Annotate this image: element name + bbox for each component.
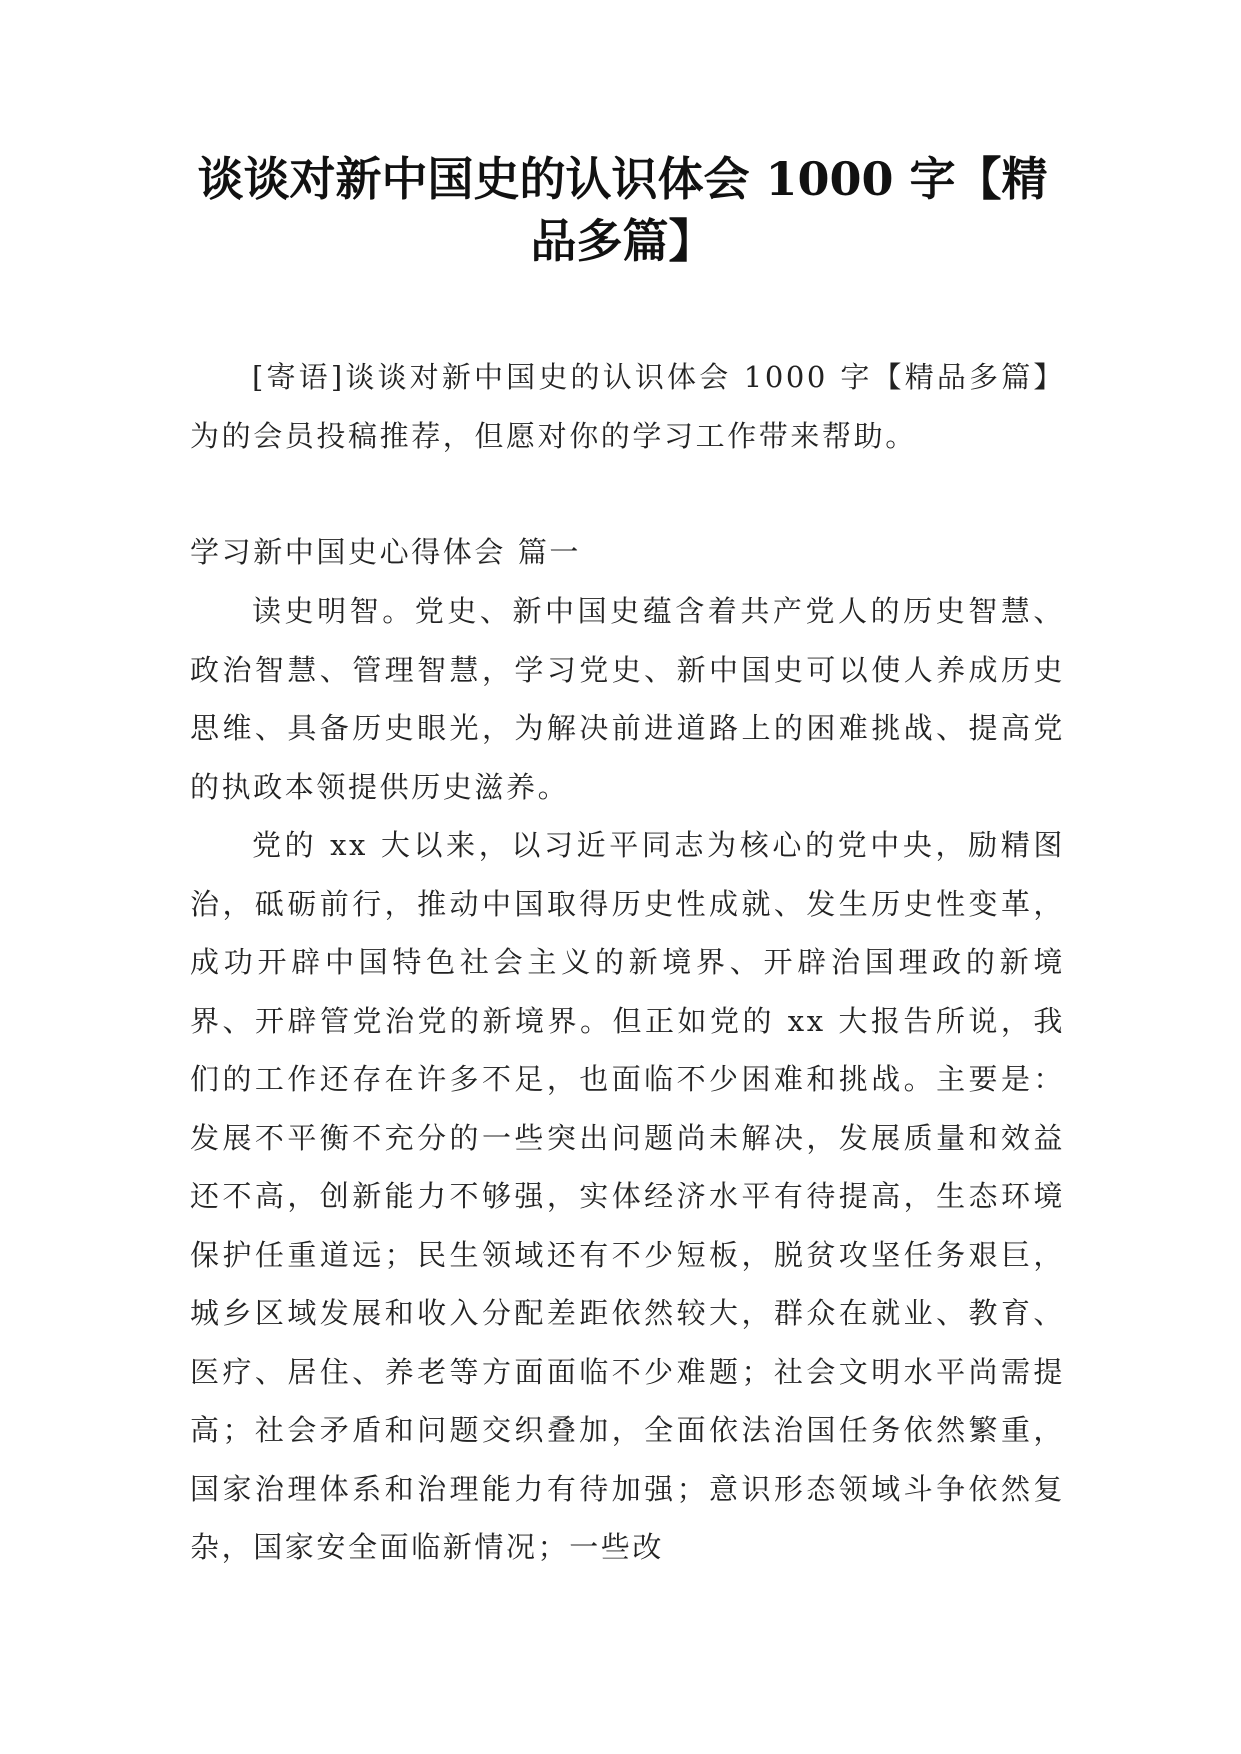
- document-title: 谈谈对新中国史的认识体会 1000 字【精品多篇】: [197, 152, 1048, 268]
- body-paragraph: 读史明智。党史、新中国史蕴含着共产党人的历史智慧、政治智慧、管理智慧，学习党史、新中国史可以使人养成历史思维、具备历史眼光，为解决前进道路上的困难挑战、提高党的执政本领提供历史滋养。: [190, 594, 1065, 804]
- intro-paragraph: [寄语]谈谈对新中国史的认识体会 1000 字【精品多篇】为的会员投稿推荐，但愿对你的学习工作带来帮助。: [190, 360, 1065, 453]
- section-heading: 学习新中国史心得体会 篇一: [190, 535, 582, 569]
- body-paragraph: 党的 xx 大以来，以习近平同志为核心的党中央，励精图治，砥砺前行，推动中国取得历史性成就、发生历史性变革，成功开辟中国特色社会主义的新境界、开辟治国理政的新境界、开辟管党治党的新境界。但正如党的 xx 大报告所说，我们的工作还存在许多不足，也面临不少困难和挑战。主要是：发展不平衡不充分的一些突出问题尚未解决，发展质量和效益还不高，创新能力不够强，实体经济水平有待提高，生态环境保护任重道远；民生领域还有不少短板，脱贫攻坚任务艰巨，城乡区域发展和收入分配差距依然较大，群众在就业、教育、医疗、居住、养老等方面面临不少难题；社会文明水平尚需提高；社会矛盾和问题交织叠加，全面依法治国任务依然繁重，国家治理体系和治理能力有待加强；意识形态领域斗争依然复杂，国家安全面临新情况；一些改: [190, 828, 1065, 1564]
